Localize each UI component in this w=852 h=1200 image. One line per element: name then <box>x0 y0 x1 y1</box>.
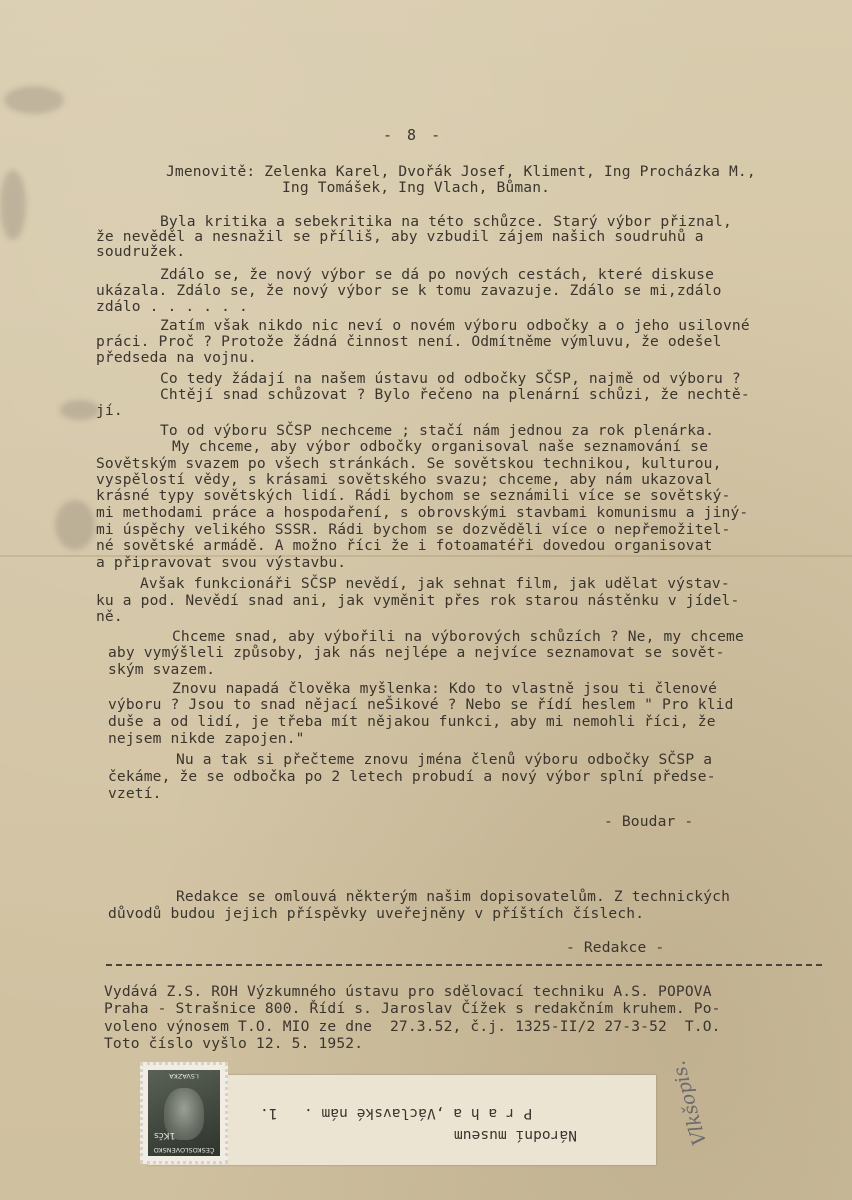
body-line: aby vymýšleli způsoby, jak nás nejlépe a nejvíce seznamovat se sovět- <box>108 644 725 661</box>
divider-line <box>106 964 822 966</box>
body-line: Zdálo se, že nový výbor se dá po nových cestách, které diskuse <box>160 266 715 283</box>
body-line: Byla kritika a sebekritika na této schůzce. Starý výbor přiznal, <box>160 213 732 230</box>
body-line: předseda na vojnu. <box>96 349 257 366</box>
body-line: a připravovat svou výstavbu. <box>96 554 347 571</box>
body-line: Nu a tak si přečteme znovu jména členů výboru odbočky SČSP a <box>176 751 713 768</box>
handwritten-note: Vlkšopis. <box>667 1058 712 1148</box>
ink-smudge <box>0 170 26 240</box>
stamp-value: 1Kčs <box>154 1130 176 1140</box>
body-line: výboru ? Jsou to snad nějací neŠikové ? Nebo se řídí heslem " Pro klid <box>108 696 734 713</box>
imprint-line: Praha - Strašnice 800. Řídí s. Jaroslav Čížek s redakčním kruhem. Po- <box>104 1000 721 1017</box>
body-line: čekáme, že se odbočka po 2 letech probudí a nový výbor splní předse- <box>108 768 716 785</box>
body-line: jí. <box>96 402 123 419</box>
body-line: Chceme snad, aby výbořili na výborových schůzích ? Ne, my chceme <box>172 628 744 645</box>
body-line: Avšak funkcionáři SČSP nevědí, jak sehnat film, jak udělat výstav- <box>140 575 730 592</box>
body-line: mi úspěchy velikého SSSR. Rádi bychom se dozvěděli více o nepřemožitel- <box>96 521 731 538</box>
body-line: práci. Proč ? Protože žádná činnost není. Odmítněme výmluvu, že odešel <box>96 333 722 350</box>
body-line: ukázala. Zdálo se, že nový výbor se k tomu zavazuje. Zdálo se mi,zdálo <box>96 282 722 299</box>
author-signature: - Boudar - <box>604 813 694 830</box>
body-line: duše a od lidí, je třeba mít nějakou funkci, aby mi nemohli říci, že <box>108 713 716 730</box>
editorial-line: důvodů budou jejich příspěvky uveřejněny v příštích číslech. <box>108 905 645 922</box>
names-line: Ing Tomášek, Ing Vlach, Bůman. <box>282 179 551 196</box>
body-line: ně. <box>96 608 123 625</box>
body-line: To od výboru SČSP nechceme ; stačí nám jednou za rok plenárka. <box>160 422 715 439</box>
ink-smudge <box>4 86 64 114</box>
body-line: Chtějí snad schůzovat ? Bylo řečeno na plenární schůzi, že nechtě- <box>160 386 750 403</box>
address-line: P r a h a ,Václavské nám . 1. <box>260 1105 533 1122</box>
imprint-line: Toto číslo vyšlo 12. 5. 1952. <box>104 1035 364 1052</box>
ink-smudge <box>55 500 95 550</box>
body-line: Co tedy žádají na našem ústavu od odbočky SČSP, najmě od výboru ? <box>160 370 741 387</box>
editorial-signature: - Redakce - <box>566 939 665 956</box>
body-line: krásné typy sovětských lidí. Rádi bychom se seznámili více se sovětský- <box>96 487 731 504</box>
body-line: že nevěděl a nesnažil se příliš, aby vzbudil zájem našich soudruhů a <box>96 228 704 245</box>
ink-smudge <box>60 400 100 420</box>
page-number: - 8 - <box>383 126 444 144</box>
body-line: Sovětským svazem po všech stránkách. Se sovětskou technikou, kulturou, <box>96 455 722 472</box>
body-line: vzetí. <box>108 785 162 802</box>
body-line: My chceme, aby výbor odbočky organisoval naše seznamování se <box>172 438 709 455</box>
body-line: ku a pod. Nevědí snad ani, jak vyměnit přes rok starou nástěnku v jídel- <box>96 592 740 609</box>
stamp-image <box>148 1070 220 1156</box>
editorial-line: Redakce se omlouvá některým našim dopisovatelům. Z technických <box>176 888 731 905</box>
body-line: zdálo . . . . . . <box>96 298 248 315</box>
body-line: mi methodami práce a hospodaření, s obrovskými stavbami komunismu a jiný- <box>96 504 749 521</box>
body-line: ským svazem. <box>108 661 216 678</box>
imprint-line: voleno výnosem T.O. MIO ze dne 27.3.52, č.j. 1325-II/2 27-3-52 T.O. <box>104 1018 721 1035</box>
body-line: nejsem nikde zapojen." <box>108 730 305 747</box>
body-line: Zatím však nikdo nic neví o novém výboru odbočky a o jeho usilovné <box>160 317 750 334</box>
body-line: vyspělostí vědy, s krásami sovětského svazu; chceme, aby nám ukazoval <box>96 471 713 488</box>
stamp-label: I.SVAZKA <box>169 1072 199 1080</box>
imprint-line: Vydává Z.S. ROH Výzkumného ústavu pro sdělovací techniku A.S. POPOVA <box>104 983 712 1000</box>
stamp-country: ČESKOSLOVENSKO <box>153 1146 215 1154</box>
body-line: Znovu napadá člověka myšlenka: Kdo to vlastně jsou ti členové <box>172 680 718 697</box>
body-line: né sovětské armádě. A možno říci že i fotoamatéři dovedou organisovat <box>96 537 713 554</box>
names-line: Jmenovitě: Zelenka Karel, Dvořák Josef, Kliment, Ing Procházka M., <box>166 163 756 180</box>
address-line: Národní museum <box>454 1127 578 1144</box>
body-line: soudružek. <box>96 243 186 260</box>
postage-stamp <box>140 1062 228 1164</box>
